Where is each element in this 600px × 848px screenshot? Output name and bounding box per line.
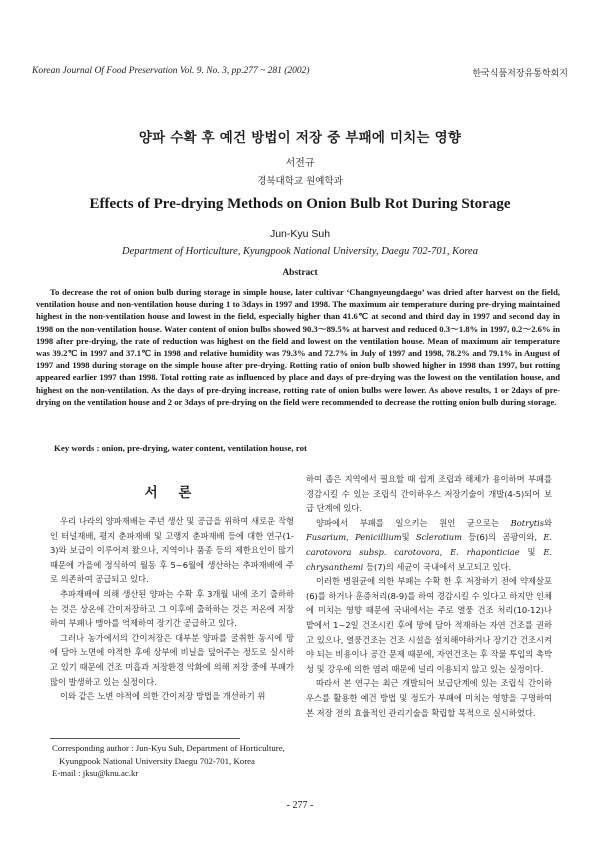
journal-citation: Korean Journal Of Food Preservation Vol. 9. No. 3, pp.277 ~ 281 (2002) bbox=[32, 66, 310, 76]
species-e-carotovora: E. carotovora subsp. carotovora, bbox=[306, 532, 553, 557]
intro-paragraph: 그러나 농가에서의 간이저장은 대부분 양파를 굴취한 동시에 망에 담아 노면에 야적한 후에 상부에 비닐을 덮어주는 정도로 실시하고 있기 때문에 건조 미흡과 저장환경 악화에 의해 저장 중에 부패가 많이 발생하고 있는 실정이다. bbox=[50, 632, 294, 687]
pathogen-text: 와 bbox=[543, 517, 552, 528]
intro-paragraph: 우리 나라의 양파재배는 주년 생산 및 공급을 위하여 새로운 작형인 터널재배, 평지 춘파재배 및 고랭지 춘파재배 등에 대한 연구(1-3)와 보급이 이루어져 왔으나, 지역이나 품종 등의 제한요인이 많기 때문에 가을에 정식하여 월동 후 5~6월에 생산하는 추파재배에 주로 의존하여 공급되고 있다. bbox=[50, 516, 294, 585]
page-number: - 277 - bbox=[286, 800, 314, 811]
right-column bbox=[306, 472, 552, 720]
footnote-email: E-mail : jksu@knu.ac.kr bbox=[52, 768, 139, 778]
paper-title-korean: 양파 수확 후 예건 방법이 저장 중 부패에 미치는 영향 bbox=[138, 130, 462, 146]
species-fusarium: Fusarium, bbox=[306, 532, 349, 543]
pathogen-text: 및 bbox=[527, 546, 536, 557]
author-name-korean: 서전규 bbox=[285, 158, 315, 169]
intro-paragraph: 추파재배에 의해 생산된 양파는 수확 후 3개월 내에 조기 출하하는 것은 상온에 간이저장하고 그 이후에 출하하는 것은 저온에 저장하여 부패나 맹아를 억제하여 장기간 공급하고 있다. bbox=[50, 588, 294, 629]
intro-paragraph: 이러한 병원균에 의한 부패는 수확 한 후 저장하기 전에 약제살포(6)를 하거나 훈증처리(8-9)를 하여 경감시킬 수 있다고 하지만 인체에 미치는 영향 때문에 국내에서는 주로 열풍 건조 처리(10-12)나 밭에서 1~2일 건조시킨 후에 망에 담아 적재하는 자연 건조를 권하고 있으나, 열풍건조는 건조 시설을 설치해야하거나 장기간 건조시켜야 되는 비용이나 공간 문제 때문에, 자연건조는 후 작물 투입의 촉박성 및 강우에 의한 염려 때문에 널리 이용되지 않고 있는 실정이다. bbox=[306, 576, 552, 674]
species-botrytis: Botrytis bbox=[510, 517, 544, 528]
left-column bbox=[50, 514, 294, 704]
species-sclerotium: Sclerotium bbox=[415, 532, 463, 543]
intro-paragraph: 이와 같은 노변 야적에 의한 간이저장 방법을 개선하기 위 bbox=[60, 691, 266, 702]
abstract-heading: Abstract bbox=[282, 268, 318, 278]
author-name-english: Jun-Kyu Suh bbox=[269, 228, 331, 240]
abstract-text: To decrease the rot of onion bulb during storage in simple house, later cultivar ‘Changnyeungdaego’ was dried after harvest on the field, ventilation house and non-ventilation house during 1 to 3days in 1997 and 1998. The maximum air temperature during pre-drying maintained highest in the non-ventilation house and lowest in the field, especially higher than 41.6℃ at second and third day in 1997 and second day in 1998 on the non-ventilation house. Water content of onion bulbs showed 90.3～89.5% at harvest and reduced 0.3～1.8% in 1997, 0.2～2.6% in 1998 after pre-drying, the rate of reduction was highest on the field and lowest on the ventilation house. Mean of maximum air temperature was 39.2℃ in 1997 and 37.1℃ in 1998 and relative humidity was 79.3% and 72.7% in July of 1997 and 1998, 78.2% and 79.1% in August of 1997 and 1998 during storage on the simple house after pre-drying. Rotting ratio of onion bulb showed higher in 1998 than 1997, but rotting appeared earlier 1997 than 1998. Total rotting rate as influenced by place and days of pre-drying was the lowest on the ventilation house, and highest on the non-ventilation. As the days of pre-drying increase, rotting rate of onion bulbs were lower. As above results, 1 or 2days of pre-drying on the ventilation house and 2 or 3days of pre-drying on the field were recommended to decrease the rotting onion bulb during storage. bbox=[36, 287, 560, 407]
affiliation-english: Department of Horticulture, Kyungpook National University, Daegu 702-701, Korea bbox=[122, 246, 478, 257]
footnote-line: Kyungpook National University Daegu 702-701, Korea bbox=[59, 755, 255, 766]
affiliation-korean: 경북대학교 원예학과 bbox=[257, 176, 343, 187]
running-header bbox=[32, 66, 568, 80]
introduction-heading: 서 론 bbox=[144, 485, 200, 501]
pathogen-text: 등(6)의 곰팡이와, bbox=[468, 532, 538, 543]
pathogen-text: 등(7)의 세균이 국내에서 보고되고 있다. bbox=[365, 561, 512, 572]
intro-paragraph: 따라서 본 연구는 최근 개발되어 보급단계에 있는 조립식 간이하우스를 활용한 예건 방법 및 정도가 부패에 미치는 영향을 구명하여 본 저장 전의 효율적인 관리기술을 확립할 목적으로 실시하였다. bbox=[306, 678, 552, 718]
pathogen-paragraph: 양파에서 부패를 일으키는 원인 균으로는 Botrytis와 Fusarium, Penicillium및 Sclerotium 등(6)의 곰팡이와, E. carotovora subsp. carotovora, E. rhaponticiae 및 E. chrysanthemi 등(7)의 세균이 국내에서 보고되고 있다. bbox=[306, 517, 553, 572]
species-e-chrysanthemi: E. chrysanthemi bbox=[306, 546, 553, 572]
paper-title-english: Effects of Pre-drying Methods on Onion Bulb Rot During Storage bbox=[89, 196, 511, 212]
species-e-rhaponticiae: E. rhaponticiae bbox=[450, 546, 520, 557]
society-name: 한국식품저장유통학회지 bbox=[472, 69, 568, 79]
footnote-line: Corresponding author : Jun-Kyu Suh, Department of Horticulture, bbox=[52, 743, 285, 753]
intro-paragraph-continued: 하여 좁은 지역에서 필요할 때 쉽게 조립과 해체가 용이하며 부패를 경감시킬 수 있는 조립식 간이하우스 저장기술이 개발(4-5)되어 보급 단계에 있다. bbox=[306, 474, 552, 514]
species-penicillium: Penicillium bbox=[355, 532, 402, 543]
footnote-divider bbox=[50, 738, 240, 739]
corresponding-author-footnote bbox=[52, 742, 302, 780]
keywords-line: Key words : onion, pre-drying, water content, ventilation house, rot bbox=[54, 443, 307, 453]
pathogen-text: 양파에서 부패를 일으키는 원인 균으로는 bbox=[316, 517, 499, 528]
